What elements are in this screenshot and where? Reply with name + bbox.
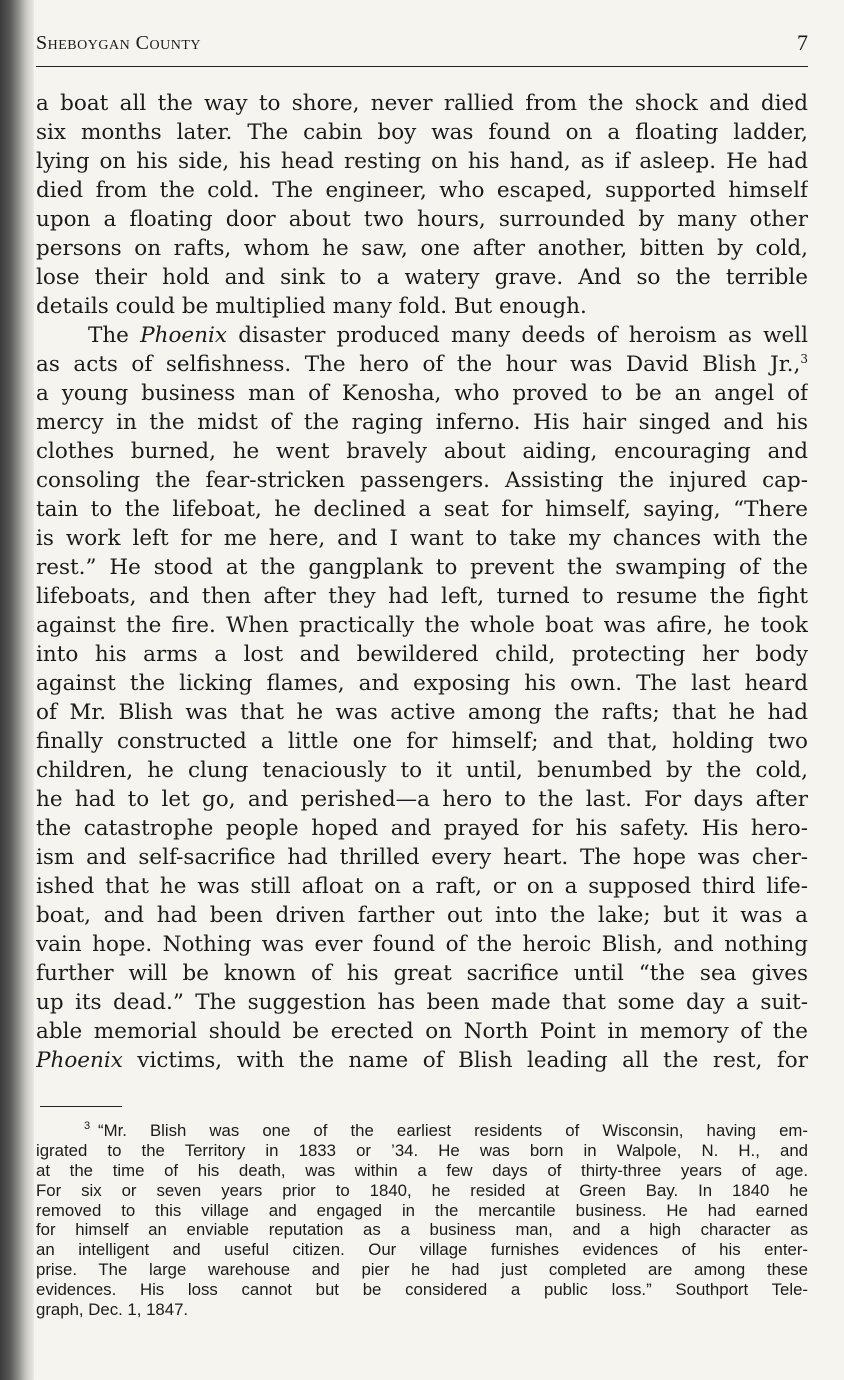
text-line: tain to the lifeboat, he declined a seat for himself, saying, “There bbox=[36, 497, 808, 522]
text-line: ished that he was still afloat on a raft, or on a supposed third life- bbox=[36, 874, 808, 899]
text-line: the catastrophe people hoped and prayed for his safety. His hero- bbox=[36, 816, 808, 841]
footnote-line: igrated to the Territory in 1833 or ’34. He was born in Walpole, N. H., and bbox=[36, 1140, 808, 1160]
text-line: against the fire. When practically the whole boat was afire, he took bbox=[36, 613, 808, 638]
text-line: died from the cold. The engineer, who escaped, supported himself bbox=[36, 178, 808, 203]
text-line: able memorial should be erected on North Point in memory of the bbox=[36, 1019, 808, 1044]
text-line bbox=[36, 1046, 808, 1075]
footnote-marker: 3 bbox=[84, 1121, 91, 1132]
ship-name-italic: Phoenix bbox=[140, 323, 227, 348]
text-run: disaster produced many deeds of heroism as well bbox=[226, 323, 808, 348]
footnote-line: removed to this village and engaged in the mercantile business. He had earned bbox=[36, 1200, 808, 1220]
text-line: a boat all the way to shore, never rallied from the shock and died bbox=[36, 91, 808, 116]
text-line: a young business man of Kenosha, who proved to be an angel of bbox=[36, 381, 808, 406]
footnote-rule bbox=[40, 1106, 122, 1107]
footnote-reference: 3 bbox=[800, 352, 808, 366]
text-line: upon a floating door about two hours, surrounded by many other bbox=[36, 207, 808, 232]
footnote-line: graph, Dec. 1, 1847. bbox=[36, 1300, 189, 1320]
footnote-line: at the time of his death, was within a few days of thirty-three years of age. bbox=[36, 1160, 808, 1180]
text-line: further will be known of his great sacrifice until “the sea gives bbox=[36, 961, 808, 986]
body-text bbox=[36, 89, 808, 1075]
text-run: victims, with the name of Blish leading all the rest, for bbox=[122, 1048, 808, 1073]
text-line: up its dead.” The suggestion has been made that some day a suit- bbox=[36, 990, 808, 1015]
text-line: lying on his side, his head resting on his hand, as if asleep. He had bbox=[36, 149, 808, 174]
ship-name-italic: Phoenix bbox=[36, 1048, 123, 1073]
header-rule bbox=[36, 66, 808, 67]
text-line: consoling the fear-stricken passengers. Assisting the injured cap- bbox=[36, 468, 808, 493]
text-line: finally constructed a little one for himself; and that, holding two bbox=[36, 729, 808, 754]
text-line: is work left for me here, and I want to take my chances with the bbox=[36, 526, 808, 551]
text-line: against the licking flames, and exposing his own. The last heard bbox=[36, 671, 808, 696]
text-line: into his arms a lost and bewildered child, protecting her body bbox=[36, 642, 808, 667]
text-line: rest.” He stood at the gangplank to prevent the swamping of the bbox=[36, 555, 808, 580]
footnote-line: For six or seven years prior to 1840, he resided at Green Bay. In 1840 he bbox=[36, 1180, 808, 1200]
footnote-line: prise. The large warehouse and pier he had just completed are among these bbox=[36, 1260, 808, 1280]
text-run: The bbox=[88, 323, 141, 348]
text-line bbox=[36, 350, 808, 379]
text-line: children, he clung tenaciously to it until, benumbed by the cold, bbox=[36, 758, 808, 783]
book-page bbox=[36, 0, 808, 1380]
text-line: ism and self-sacrifice had thrilled every heart. The hope was cher- bbox=[36, 845, 808, 870]
text-line: of Mr. Blish was that he was active among the rafts; that he had bbox=[36, 700, 808, 725]
text-line: mercy in the midst of the raging inferno. His hair singed and his bbox=[36, 410, 808, 435]
footnote-line: an intelligent and useful citizen. Our village furnishes evidences of his enter- bbox=[36, 1240, 808, 1260]
text-run: “Mr. Blish was one of the earliest residents of Wisconsin, having em- bbox=[98, 1121, 808, 1140]
text-line: vain hope. Nothing was ever found of the heroic Blish, and nothing bbox=[36, 932, 808, 957]
text-line: lose their hold and sink to a watery grave. And so the terrible bbox=[36, 265, 808, 290]
book-spine-shadow bbox=[0, 0, 34, 1380]
text-line: persons on rafts, whom he saw, one after another, bitten by cold, bbox=[36, 236, 808, 261]
text-line: he had to let go, and perished—a hero to the last. For days after bbox=[36, 787, 808, 812]
running-head-title: Sheboygan County bbox=[36, 32, 202, 54]
page-number: 7 bbox=[797, 30, 808, 55]
footnote bbox=[36, 1121, 808, 1320]
paragraph-first-line bbox=[36, 321, 808, 350]
footnote-line: for himself an enviable reputation as a business man, and a high character as bbox=[36, 1220, 808, 1240]
text-line: boat, and had been driven farther out into the lake; but it was a bbox=[36, 903, 808, 928]
text-line: clothes burned, he went bravely about aiding, encouraging and bbox=[36, 439, 808, 464]
running-head bbox=[36, 30, 808, 62]
text-line: six months later. The cabin boy was found on a floating ladder, bbox=[36, 120, 808, 145]
text-line: lifeboats, and then after they had left, turned to resume the fight bbox=[36, 584, 808, 609]
text-line: details could be multiplied many fold. But enough. bbox=[36, 294, 587, 319]
footnote-line bbox=[36, 1121, 808, 1141]
footnote-line: evidences. His loss cannot but be considered a public loss.” Southport Tele- bbox=[36, 1280, 808, 1300]
text-run: as acts of selfishness. The hero of the hour was David Blish Jr., bbox=[36, 352, 801, 377]
